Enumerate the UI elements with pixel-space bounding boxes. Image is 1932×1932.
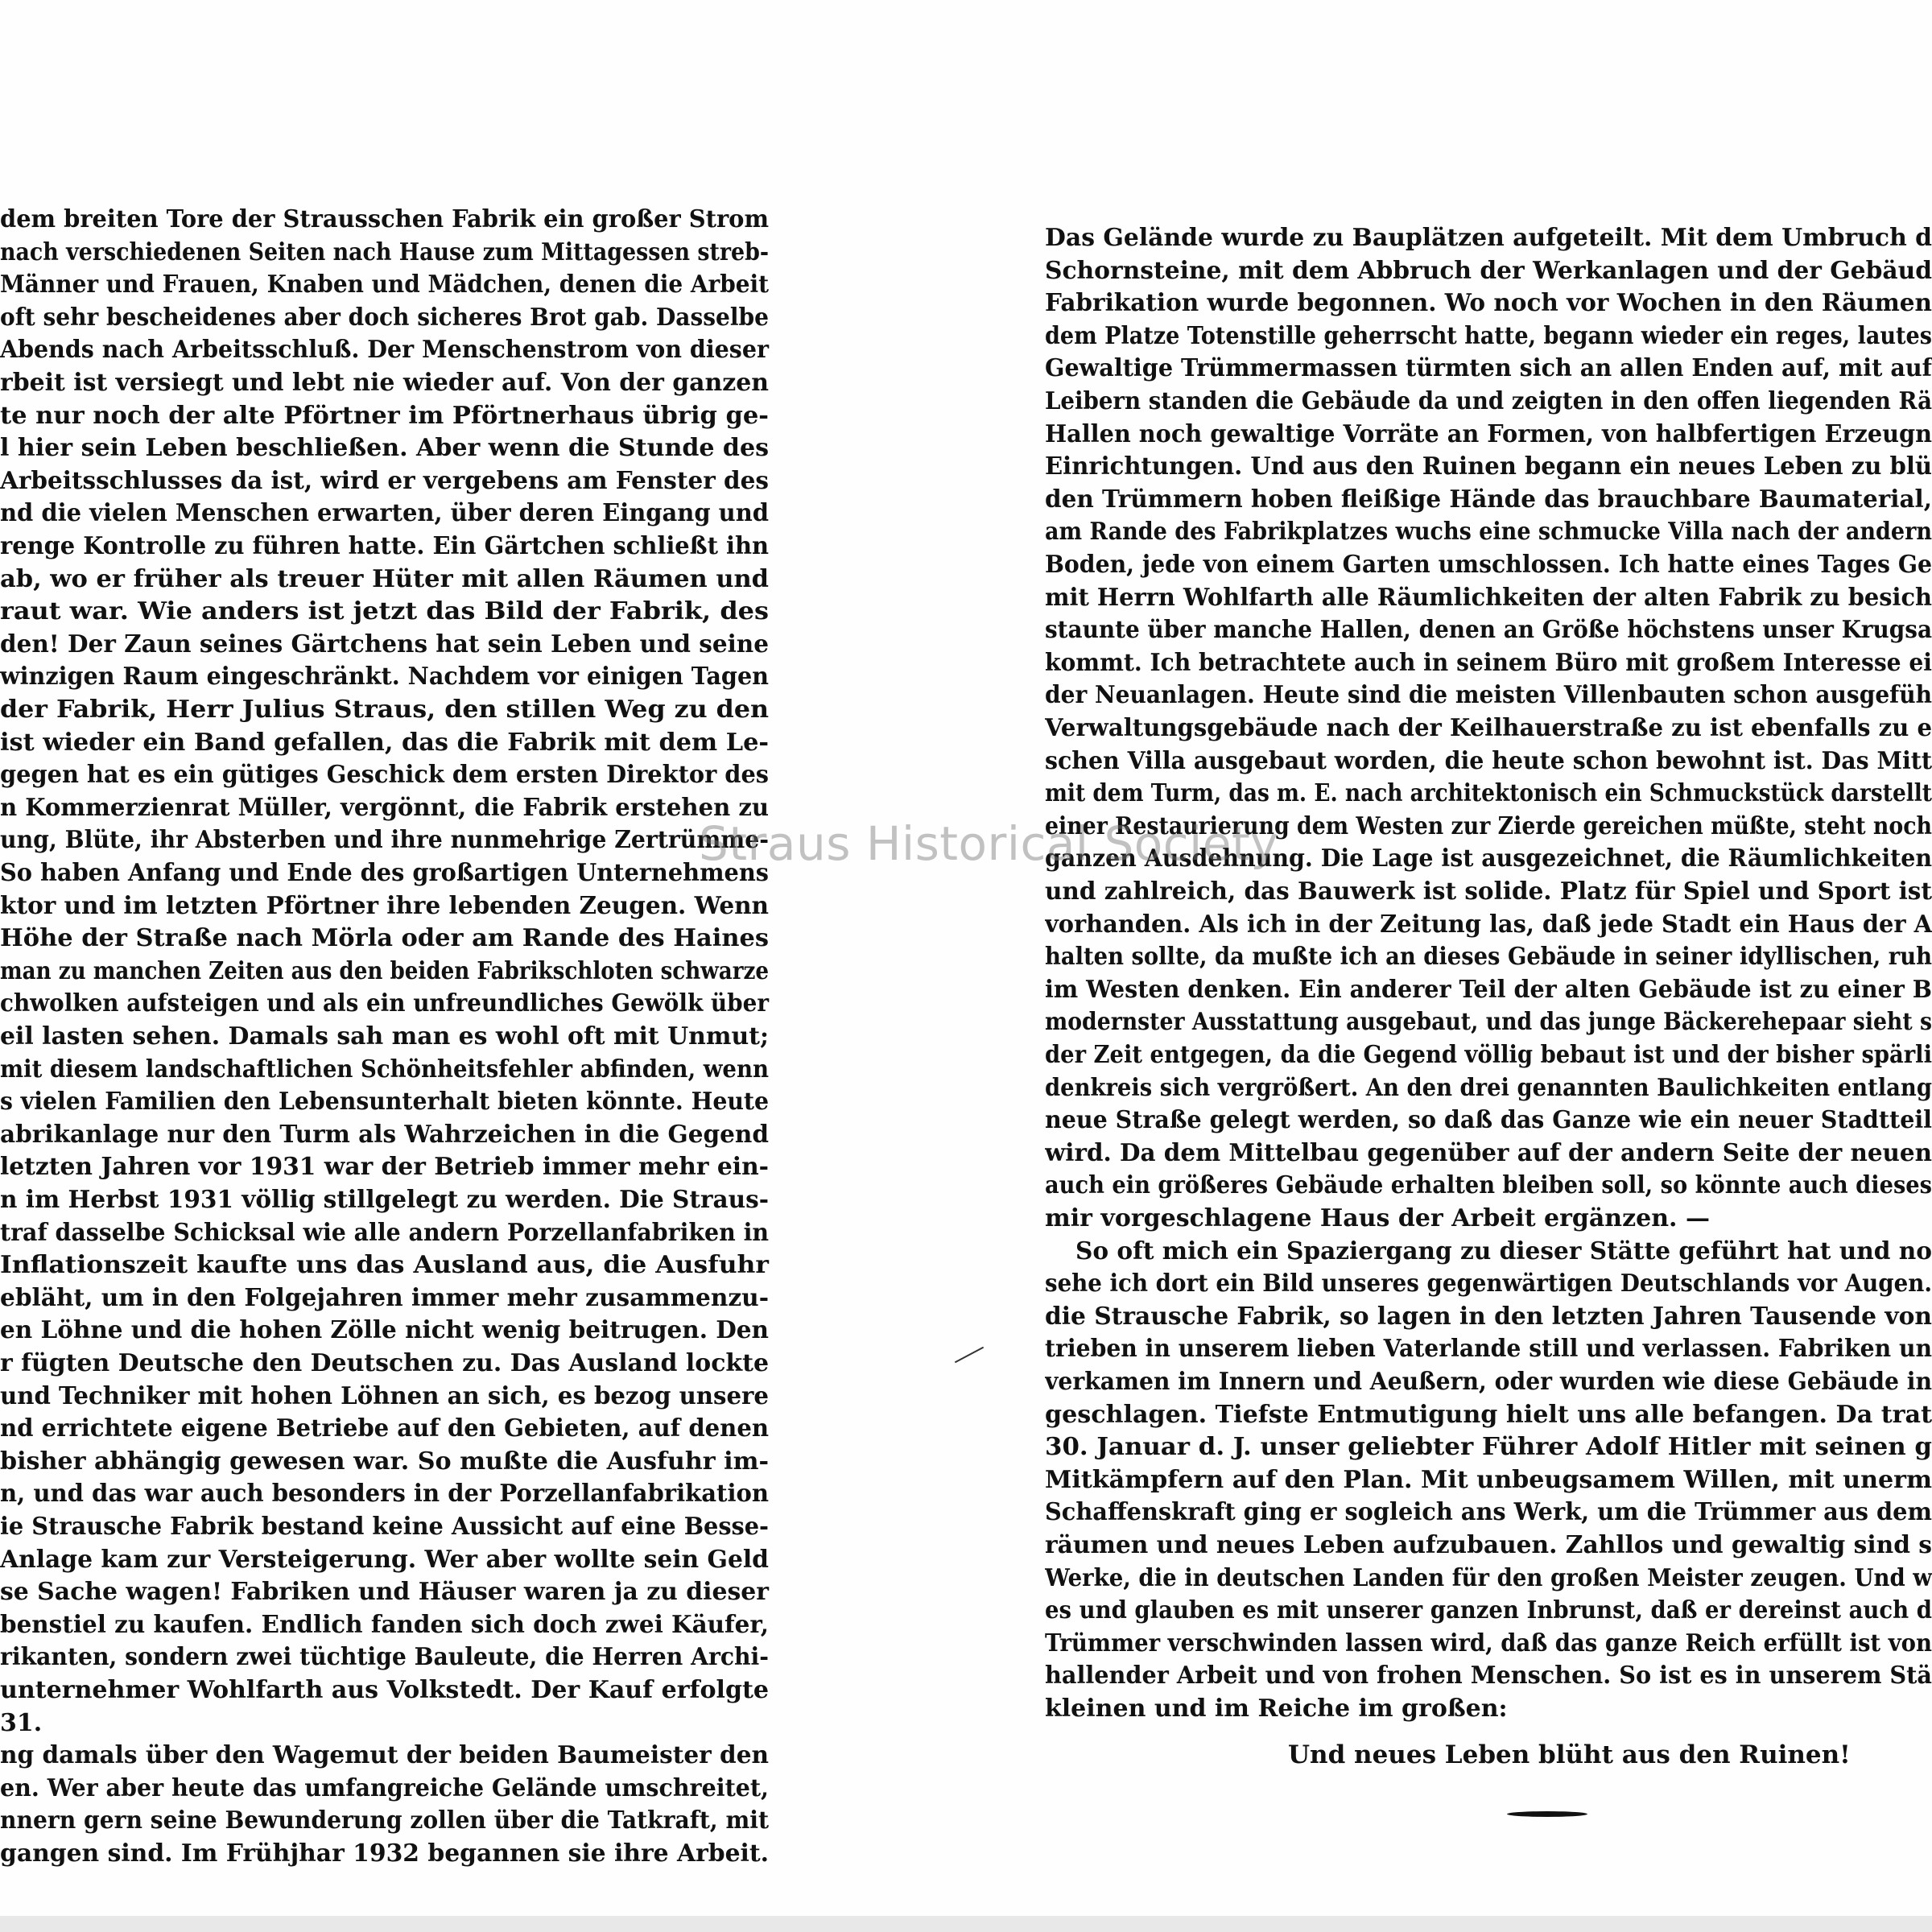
text-line: halten sollte, da mußte ich an dieses Gebäude in seiner idyllischen, ruh bbox=[1045, 943, 1932, 972]
text-line: dem breiten Tore der Strausschen Fabrik ein großer Strom bbox=[0, 208, 769, 233]
text-line: Inflationszeit kaufte uns das Ausland aus, die Ausfuhr bbox=[0, 1251, 769, 1280]
text-line: geschlagen. Tiefste Entmutigung hielt uns alle befangen. Da trat bbox=[1045, 1400, 1932, 1429]
text-line: Schornsteine, mit dem Abbruch der Werkanlagen und der Gebäud bbox=[1045, 256, 1932, 285]
text-line: So oft mich ein Spaziergang zu dieser Stätte geführt hat und no bbox=[1075, 1236, 1932, 1265]
text-line: raut war. Wie anders ist jetzt das Bild der Fabrik, des bbox=[0, 597, 769, 626]
text-line: 31. bbox=[0, 1708, 43, 1737]
text-line: nd die vielen Menschen erwarten, über deren Eingang und bbox=[0, 499, 769, 528]
text-line: räumen und neues Leben aufzubauen. Zahllos und gewaltig sind s bbox=[1045, 1531, 1932, 1559]
text-line: mit Herrn Wohlfarth alle Räumlichkeiten der alten Fabrik zu besich bbox=[1045, 583, 1932, 612]
text-line: bisher abhängig gewesen war. So mußte die Ausfuhr im- bbox=[0, 1447, 769, 1476]
text-line: dem Platze Totenstille geherrscht hatte, begann wieder ein reges, lautes bbox=[1045, 321, 1932, 350]
text-line: winzigen Raum eingeschränkt. Nachdem vor einigen Tagen bbox=[0, 663, 769, 691]
text-line: verkamen im Innern und Aeußern, oder wurden wie diese Gebäude in bbox=[1045, 1368, 1932, 1396]
text-line: der Neuanlagen. Heute sind die meisten Villenbauten schon ausgefüh bbox=[1045, 681, 1932, 710]
text-line: Männer und Frauen, Knaben und Mädchen, denen die Arbeit bbox=[0, 270, 769, 299]
watermark: Straus Historical Society bbox=[699, 816, 1279, 871]
text-line: ung, Blüte, ihr Absterben und ihre nunmehrige Zertrümme- bbox=[0, 826, 769, 855]
text-line: te nur noch der alte Pförtner im Pförtnerhaus übrig ge- bbox=[0, 401, 769, 430]
text-line: l hier sein Leben beschließen. Aber wenn die Stunde des bbox=[0, 434, 769, 463]
text-line: traf dasselbe Schicksal wie alle andern Porzellanfabriken in bbox=[0, 1218, 769, 1247]
text-line: Anlage kam zur Versteigerung. Wer aber wollte sein Geld bbox=[0, 1545, 769, 1574]
text-line: den Trümmern hoben fleißige Hände das brauchbare Baumaterial, bbox=[1045, 485, 1932, 514]
text-line: ebläht, um in den Folgejahren immer mehr zusammenzu- bbox=[0, 1283, 769, 1312]
text-line: eil lasten sehen. Damals sah man es wohl oft mit Unmut; bbox=[0, 1022, 769, 1051]
text-line: n Kommerzienrat Müller, vergönnt, die Fabrik erstehen zu bbox=[0, 793, 769, 822]
text-line: mit dem Turm, das m. E. nach architektonisch ein Schmuckstück darstellt bbox=[1045, 779, 1932, 808]
text-line: wird. Da dem Mittelbau gegenüber auf der andern Seite der neuen bbox=[1045, 1138, 1932, 1167]
text-line: en. Wer aber heute das umfangreiche Gelände umschreitet, bbox=[0, 1773, 769, 1802]
text-line: chwolken aufsteigen und als ein unfreundliches Gewölk über bbox=[0, 989, 769, 1018]
text-line: n, und das war auch besonders in der Porzellanfabrikation bbox=[0, 1480, 769, 1509]
text-line: ist wieder ein Band gefallen, das die Fabrik mit dem Le- bbox=[0, 728, 769, 757]
text-line: se Sache wagen! Fabriken und Häuser waren ja zu dieser bbox=[0, 1578, 769, 1607]
text-line: der Zeit entgegen, da die Gegend völlig bebaut ist und der bisher spärli bbox=[1045, 1041, 1932, 1069]
text-line: Einrichtungen. Und aus den Ruinen begann ein neues Leben zu blü bbox=[1045, 452, 1932, 481]
text-line: 30. Januar d. J. unser geliebter Führer Adolf Hitler mit seinen g bbox=[1045, 1433, 1932, 1462]
text-line: Boden, jede von einem Garten umschlossen. Ich hatte eines Tages Ge bbox=[1045, 551, 1932, 579]
text-line: staunte über manche Hallen, denen an Größe höchstens unser Krugsa bbox=[1045, 616, 1932, 645]
text-line: ganzen Ausdehnung. Die Lage ist ausgezeichnet, die Räumlichkeiten bbox=[1045, 844, 1932, 873]
text-line: r fügten Deutsche den Deutschen zu. Das Ausland lockte bbox=[0, 1349, 769, 1377]
text-line: Leibern standen die Gebäude da und zeigten in den offen liegenden Rä bbox=[1045, 387, 1932, 415]
text-line: oft sehr bescheidenes aber doch sicheres Brot gab. Dasselbe bbox=[0, 303, 769, 332]
text-line: letzten Jahren vor 1931 war der Betrieb immer mehr ein- bbox=[0, 1153, 769, 1182]
text-line: modernster Ausstattung ausgebaut, und das junge Bäckerehepaar sieht s bbox=[1045, 1008, 1932, 1037]
text-line: neue Straße gelegt werden, so daß das Ganze wie ein neuer Stadtteil bbox=[1045, 1106, 1932, 1135]
closing-rule bbox=[1507, 1811, 1587, 1817]
text-line: unternehmer Wohlfarth aus Volkstedt. Der Kauf erfolgte bbox=[0, 1676, 770, 1704]
text-line: den! Der Zaun seines Gärtchens hat sein Leben und seine bbox=[0, 630, 769, 658]
text-line: im Westen denken. Ein anderer Teil der alten Gebäude ist zu einer B bbox=[1045, 975, 1932, 1004]
text-line: auch ein größeres Gebäude erhalten bleiben soll, so könnte auch dieses bbox=[1045, 1171, 1932, 1200]
text-line: vorhanden. Als ich in der Zeitung las, daß jede Stadt ein Haus der A bbox=[1045, 910, 1932, 939]
text-line: mir vorgeschlagene Haus der Arbeit ergänzen. — bbox=[1045, 1204, 1710, 1232]
text-line: ktor und im letzten Pförtner ihre lebenden Zeugen. Wenn bbox=[0, 891, 769, 920]
text-line: kleinen und im Reiche im großen: bbox=[1045, 1695, 1508, 1723]
text-line: rikanten, sondern zwei tüchtige Bauleute, die Herren Archi- bbox=[0, 1643, 769, 1672]
scan-mark bbox=[955, 1347, 984, 1364]
text-line: und zahlreich, das Bauwerk ist solide. Platz für Spiel und Sport ist bbox=[1045, 877, 1932, 906]
text-line: denkreis sich vergrößert. An den drei genannten Baulichkeiten entlang bbox=[1045, 1073, 1932, 1102]
text-line: Hallen noch gewaltige Vorräte an Formen, von halbfertigen Erzeugn bbox=[1045, 419, 1932, 448]
text-line: nd errichtete eigene Betriebe auf den Gebieten, auf denen bbox=[0, 1414, 769, 1443]
text-line: s vielen Familien den Lebensunterhalt bieten könnte. Heute bbox=[0, 1088, 769, 1117]
text-line: Fabrikation wurde begonnen. Wo noch vor Wochen in den Räumen bbox=[1045, 289, 1932, 318]
text-line: n im Herbst 1931 völlig stillgelegt zu werden. Die Straus- bbox=[0, 1186, 769, 1214]
left-text-column bbox=[0, 208, 773, 1882]
text-line: benstiel zu kaufen. Endlich fanden sich doch zwei Käufer, bbox=[0, 1610, 769, 1639]
text-line: renge Kontrolle zu führen hatte. Ein Gärtchen schließt ihn bbox=[0, 532, 769, 560]
text-line: Gewaltige Trümmermassen türmten sich an allen Enden auf, mit auf bbox=[1045, 354, 1932, 383]
text-line: kommt. Ich betrachtete auch in seinem Büro mit großem Interesse ei bbox=[1045, 648, 1932, 677]
text-line: schen Villa ausgebaut worden, die heute schon bewohnt ist. Das Mitt bbox=[1045, 746, 1932, 775]
text-line: Trümmer verschwinden lassen wird, daß das ganze Reich erfüllt ist von bbox=[1045, 1629, 1932, 1657]
text-line: gangen sind. Im Frühjhar 1932 begannen sie ihre Arbeit. bbox=[0, 1839, 769, 1868]
right-text-column bbox=[1045, 226, 1932, 1740]
text-line: Mitkämpfern auf den Plan. Mit unbeugsamem Willen, mit unerm bbox=[1045, 1465, 1932, 1494]
text-line: nnern gern seine Bewunderung zollen über die Tatkraft, mit bbox=[0, 1806, 769, 1835]
text-line: So haben Anfang und Ende des großartigen Unternehmens bbox=[0, 859, 769, 887]
text-line: sehe ich dort ein Bild unseres gegenwärtigen Deutschlands vor Augen. bbox=[1045, 1269, 1932, 1298]
text-line: trieben in unserem lieben Vaterlande still und verlassen. Fabriken un bbox=[1045, 1335, 1932, 1364]
text-line: ie Strausche Fabrik bestand keine Aussicht auf eine Besse- bbox=[0, 1513, 769, 1541]
text-line: Verwaltungsgebäude nach der Keilhauerstraße zu ist ebenfalls zu e bbox=[1045, 714, 1932, 742]
text-line: rbeit ist versiegt und lebt nie wieder auf. Von der ganzen bbox=[0, 369, 769, 397]
scan-edge bbox=[0, 1916, 1932, 1932]
text-line: Abends nach Arbeitsschluß. Der Menschenstrom von dieser bbox=[0, 336, 769, 365]
text-line: Werke, die in deutschen Landen für den großen Meister zeugen. Und w bbox=[1045, 1563, 1932, 1592]
text-line: und Techniker mit hohen Löhnen an sich, es bezog unsere bbox=[0, 1381, 769, 1410]
text-line: Schaffenskraft ging er sogleich ans Werk, um die Trümmer aus dem bbox=[1045, 1498, 1932, 1527]
text-line: am Rande des Fabrikplatzes wuchs eine schmucke Villa nach der andern bbox=[1045, 518, 1932, 547]
text-line: hallender Arbeit und von frohen Menschen. So ist es in unserem Stä bbox=[1045, 1662, 1932, 1690]
text-line: ng damals über den Wagemut der beiden Baumeister den bbox=[0, 1741, 769, 1770]
text-line: Arbeitsschlusses da ist, wird er vergebens am Fenster des bbox=[0, 466, 769, 495]
text-line: mit diesem landschaftlichen Schönheitsfehler abfinden, wenn bbox=[0, 1055, 769, 1084]
text-line: gegen hat es ein gütiges Geschick dem ersten Direktor des bbox=[0, 761, 769, 790]
text-line: abrikanlage nur den Turm als Wahrzeichen in die Gegend bbox=[0, 1120, 769, 1149]
text-line: der Fabrik, Herr Julius Straus, den stillen Weg zu den bbox=[0, 696, 769, 724]
text-line: einer Restaurierung dem Westen zur Zierde gereichen müßte, steht noch bbox=[1045, 811, 1932, 840]
text-line: die Strausche Fabrik, so lagen in den letzten Jahren Tausende von bbox=[1045, 1302, 1932, 1331]
text-line: Höhe der Straße nach Mörla oder am Rande des Haines bbox=[0, 924, 769, 953]
text-line: es und glauben es mit unserer ganzen Inbrunst, daß er dereinst auch d bbox=[1045, 1596, 1932, 1625]
text-line: nach verschiedenen Seiten nach Hause zum Mittagessen streb- bbox=[0, 237, 769, 266]
text-line: Das Gelände wurde zu Bauplätzen aufgeteilt. Mit dem Umbruch d bbox=[1045, 226, 1932, 252]
closing-motto: Und neues Leben blüht aus den Ruinen! bbox=[1288, 1740, 1851, 1769]
text-line: man zu manchen Zeiten aus den beiden Fabrikschloten schwarze bbox=[0, 956, 769, 985]
text-line: ab, wo er früher als treuer Hüter mit allen Räumen und bbox=[0, 564, 770, 593]
text-line: en Löhne und die hohen Zölle nicht wenig beitrugen. Den bbox=[0, 1316, 769, 1345]
